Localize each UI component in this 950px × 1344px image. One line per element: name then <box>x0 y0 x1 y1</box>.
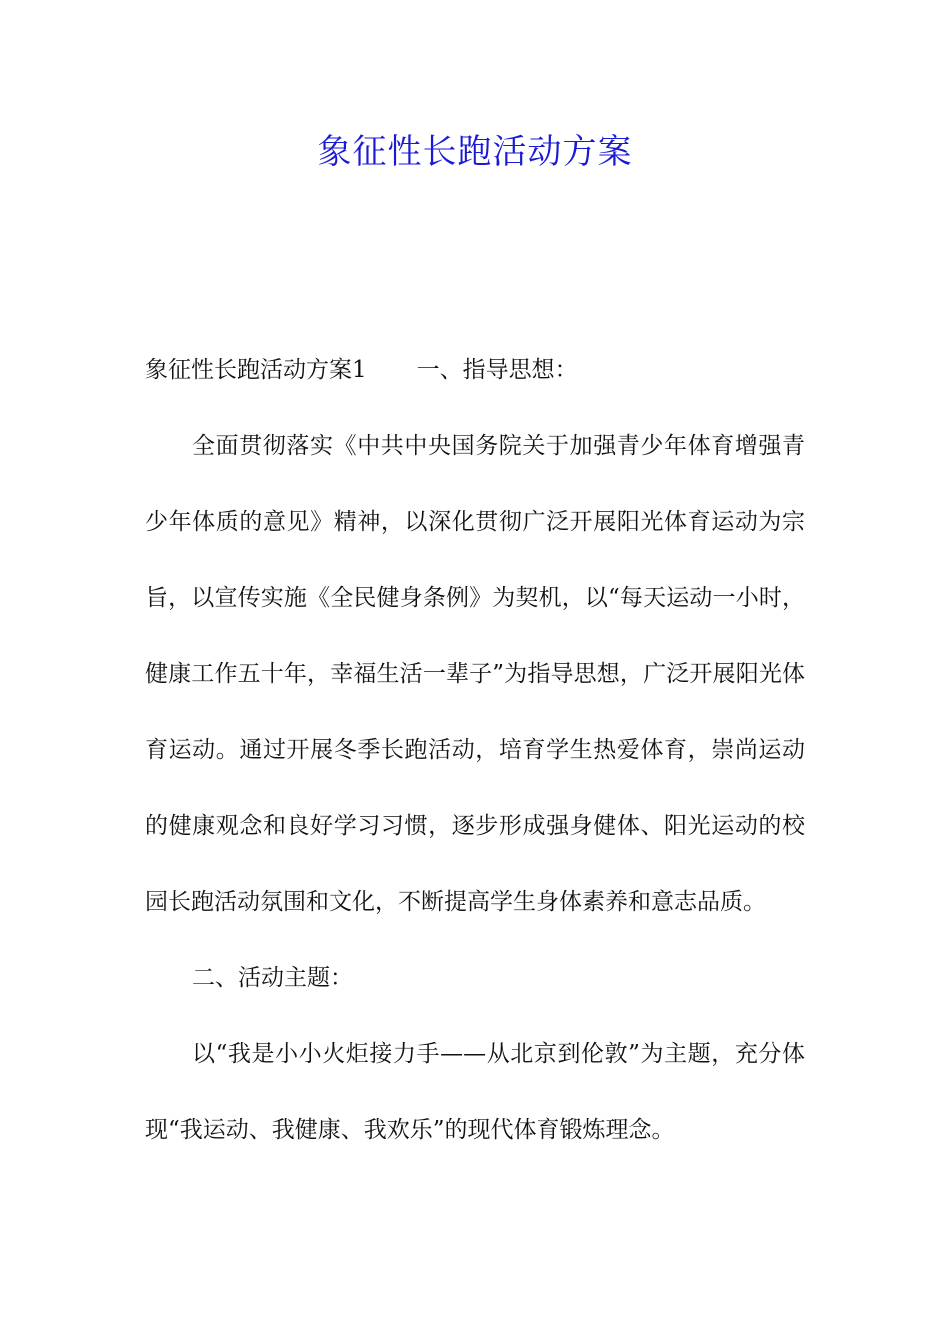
paragraph-activity-theme: 以“我是小小火炬接力手——从北京到伦敦”为主题，充分体现“我运动、我健康、我欢乐”的现代体育锻炼理念。 <box>145 1041 805 1143</box>
heading-line <box>145 332 805 408</box>
document-body <box>145 332 805 1168</box>
section-heading-2: 二、活动主题： <box>192 965 353 991</box>
document-title: 象征性长跑活动方案 <box>317 132 633 172</box>
document-label: 象征性长跑活动方案1 <box>145 357 367 383</box>
section-heading-1: 一、指导思想： <box>416 357 578 383</box>
paragraph-guiding-ideology: 全面贯彻落实《中共中央国务院关于加强青少年体育增强青少年体质的意见》精神，以深化贯彻广泛开展阳光体育运动为宗旨，以宣传实施《全民健身条例》为契机，以“每天运动一小时，健康工作五十年，幸福生活一辈子”为指导思想，广泛开展阳光体育运动。通过开展冬季长跑活动，培育学生热爱体育，崇尚运动的健康观念和良好学习习惯，逐步形成强身健体、阳光运动的校园长跑活动氛围和文化，不断提高学生身体素养和意志品质。 <box>145 433 805 915</box>
